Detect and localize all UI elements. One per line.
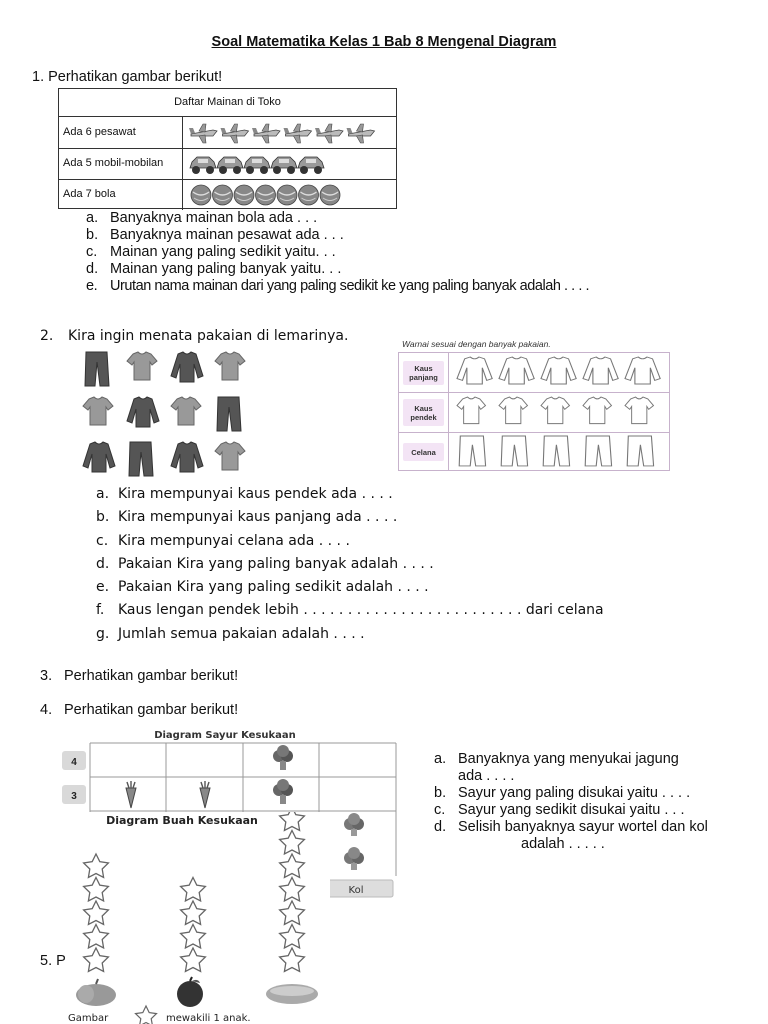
apple-icon [76, 979, 116, 1006]
list-item [86, 244, 589, 261]
pants-icon [85, 352, 109, 386]
toy-car-icon [217, 157, 243, 174]
question-4-label: Perhatikan gambar berikut! [64, 702, 239, 718]
question-1-items [86, 210, 589, 295]
ball-icon [320, 185, 340, 205]
item-marker: a. [434, 751, 447, 767]
airplane-icon [284, 124, 312, 143]
star-icon [181, 925, 206, 949]
question-1-label: 1. Perhatikan gambar berikut! [32, 69, 223, 85]
list-item [434, 785, 708, 802]
question-4-number: 4. [40, 702, 53, 718]
list-item [96, 486, 604, 509]
question-3-label: Perhatikan gambar berikut! [64, 668, 239, 684]
item-marker: d. [86, 261, 99, 277]
ball-icon [256, 185, 276, 205]
airplane-icon [221, 124, 249, 143]
tshirt-outline-icon [499, 397, 528, 424]
tshirt-outline-icon [541, 397, 570, 424]
divider [448, 353, 449, 392]
item-text: Jumlah semua pakaian adalah . . . . [118, 625, 365, 642]
clothes-row-label: Celana [403, 443, 444, 461]
list-item [96, 626, 604, 649]
list-item-continuation: adalah . . . . . [521, 836, 605, 852]
table-caption: Warnai sesuai dengan banyak pakaian. [402, 339, 551, 349]
pants-outline-row [451, 435, 667, 468]
item-marker: b. [86, 227, 99, 243]
list-item [86, 261, 589, 278]
apple-dark-icon [177, 977, 203, 1007]
star-icon [280, 812, 305, 831]
toy-car-icon [271, 157, 297, 174]
clothes-row-kaus-panjang [399, 353, 669, 393]
list-item [96, 602, 604, 625]
star-columns [84, 812, 305, 972]
toy-row-airplane [59, 117, 396, 149]
tshirt-outline-icon [457, 397, 486, 424]
long-sleeve-shirt-icon [171, 442, 203, 472]
item-marker: a. [96, 486, 110, 502]
broccoli-icon [344, 813, 364, 836]
ball-pictogram [185, 182, 390, 208]
toy-row-label: Ada 7 bola [59, 179, 183, 210]
ball-icon [213, 185, 233, 205]
star-icon [136, 1006, 157, 1024]
long-sleeve-shirt-icon [171, 352, 203, 382]
melon-icon [266, 984, 318, 1004]
star-icon [84, 901, 109, 925]
list-item [86, 210, 589, 227]
tshirt-icon [171, 397, 201, 425]
toy-row-car [59, 148, 396, 180]
pants-outline-icon [501, 436, 527, 466]
question-3-number: 3. [40, 668, 53, 684]
x-category-label: Kol [348, 885, 364, 896]
item-text: Kira mempunyai kaus panjang ada . . . . [118, 509, 398, 526]
question-5 [40, 953, 70, 973]
toy-car-icon [190, 157, 216, 174]
star-icon [280, 948, 305, 972]
long-sleeve-shirt-icon [83, 442, 115, 472]
clothes-picture [80, 348, 250, 480]
item-marker: b. [96, 509, 110, 526]
item-text: Banyaknya mainan pesawat ada . . . [110, 227, 344, 243]
toy-row-ball [59, 179, 396, 210]
ball-icon [191, 185, 211, 205]
question-5-number: 5. [40, 953, 53, 969]
long-sleeve-shirt-outline-icon [625, 357, 660, 384]
item-marker: f. [96, 602, 105, 619]
airplane-pictogram [185, 120, 390, 146]
list-item [86, 227, 589, 244]
carrot-icon [200, 781, 210, 808]
list-item [434, 751, 708, 768]
star-icon [181, 948, 206, 972]
broccoli-icon [344, 847, 364, 870]
broccoli-icon [273, 745, 293, 770]
star-icon [280, 831, 305, 855]
item-marker: d. [96, 555, 110, 572]
y-tick-label: 4 [71, 757, 77, 768]
pants-outline-icon [627, 436, 653, 466]
item-text: Urutan nama mainan dari yang paling sedikit ke yang paling banyak adalah . . . . [110, 278, 590, 294]
item-text: Banyaknya mainan bola ada . . . [110, 210, 318, 226]
tshirt-outline-icon [625, 397, 654, 424]
tshirt-outline-icon [583, 397, 612, 424]
pants-icon [129, 442, 153, 476]
item-text: Pakaian Kira yang paling banyak adalah . . . . [118, 555, 434, 572]
clothes-row-kaus-pendek [399, 393, 669, 433]
tshirt-icon [83, 397, 113, 425]
toy-row-label: Ada 6 pesawat [59, 117, 183, 148]
list-item-continuation: ada . . . . [458, 768, 515, 784]
toy-car-icon [244, 157, 270, 174]
item-marker: c. [434, 802, 446, 818]
tshirt-outline-row [451, 396, 667, 429]
pants-outline-icon [543, 436, 569, 466]
star-icon [280, 901, 305, 925]
star-icon [84, 878, 109, 902]
list-item [96, 579, 604, 602]
airplane-icon [315, 124, 343, 143]
long-sleeve-shirt-outline-icon [499, 357, 534, 384]
ball-icon [234, 185, 254, 205]
item-marker: d. [434, 819, 447, 835]
long-sleeve-shirt-outline-icon [457, 357, 492, 384]
item-marker: c. [96, 532, 109, 549]
pants-icon [217, 397, 241, 431]
star-icon [84, 925, 109, 949]
tshirt-icon [215, 352, 245, 380]
fruit-chart-title: Diagram Buah Kesukaan [106, 814, 258, 827]
item-text: Banyaknya yang menyukai jagung [458, 751, 679, 767]
y-tick-label: 3 [71, 791, 77, 802]
long-sleeve-shirt-icon [127, 397, 159, 427]
carrot-icon [126, 781, 136, 808]
item-marker: b. [434, 785, 447, 801]
toy-car-pictogram [185, 151, 390, 177]
toy-table-title: Daftar Mainan di Toko [59, 89, 396, 117]
veg-chart-title: Diagram Sayur Kesukaan [154, 730, 296, 741]
item-text: Mainan yang paling banyak yaitu. . . [110, 261, 342, 277]
airplane-icon [347, 124, 375, 143]
item-text: Sayur yang sedikit disukai yaitu . . . [458, 802, 685, 818]
item-text: Pakaian Kira yang paling sedikit adalah . . . . [118, 579, 429, 596]
clothes-row-celana [399, 432, 669, 471]
star-icon [181, 901, 206, 925]
pants-outline-icon [459, 436, 485, 466]
tshirt-icon [127, 352, 157, 380]
fruit-pictograph [60, 812, 330, 1024]
list-item [434, 802, 708, 819]
divider [448, 432, 449, 471]
clothes-row-label: Kaus panjang [403, 361, 444, 385]
item-marker: c. [86, 244, 98, 260]
item-text: Kira mempunyai celana ada . . . . [118, 532, 350, 549]
item-text: Kaus lengan pendek lebih . . . . . . . . . . . . . . . . . . . . . . . . . dari celana [118, 602, 604, 619]
question-4-items [434, 751, 708, 853]
question-5-label: P [56, 953, 66, 969]
toy-table [58, 88, 397, 209]
divider [448, 393, 449, 432]
ball-icon [277, 185, 297, 205]
star-icon [280, 878, 305, 902]
list-item [434, 819, 708, 836]
toy-row-label: Ada 5 mobil-mobilan [59, 148, 183, 179]
star-icon [280, 925, 305, 949]
question-2-label: Kira ingin menata pakaian di lemarinya. [68, 328, 349, 344]
list-item [96, 533, 604, 556]
star-icon [181, 878, 206, 902]
star-icon [280, 854, 305, 878]
long-sleeve-outline-row [451, 356, 667, 389]
long-sleeve-shirt-outline-icon [541, 357, 576, 384]
item-text: Mainan yang paling sedikit yaitu. . . [110, 244, 336, 260]
legend-suffix: mewakili 1 anak. [166, 1013, 251, 1024]
clothes-table [398, 352, 670, 471]
ball-icon [299, 185, 319, 205]
list-item [96, 556, 604, 579]
list-item [96, 509, 604, 532]
item-text: Sayur yang paling disukai yaitu . . . . [458, 785, 691, 801]
star-icon [84, 948, 109, 972]
legend-prefix: Gambar [68, 1013, 109, 1024]
toy-car-icon [298, 157, 324, 174]
question-2-number: 2. [40, 328, 54, 344]
pants-outline-icon [585, 436, 611, 466]
item-text: Selisih banyaknya sayur wortel dan kol [458, 819, 708, 835]
airplane-icon [189, 124, 217, 143]
item-marker: e. [96, 579, 110, 596]
clothes-row-label: Kaus pendek [403, 399, 444, 426]
broccoli-icon [273, 779, 293, 804]
item-marker: e. [86, 278, 98, 294]
item-text: Kira mempunyai kaus pendek ada . . . . [118, 486, 393, 502]
long-sleeve-shirt-outline-icon [583, 357, 618, 384]
item-marker: a. [86, 210, 99, 226]
tshirt-icon [215, 442, 245, 470]
list-item [86, 278, 589, 295]
item-marker: g. [96, 625, 110, 642]
star-icon [84, 854, 109, 878]
question-2-items [96, 486, 604, 649]
page-title: Soal Matematika Kelas 1 Bab 8 Mengenal Diagram [211, 34, 557, 50]
airplane-icon [252, 124, 280, 143]
